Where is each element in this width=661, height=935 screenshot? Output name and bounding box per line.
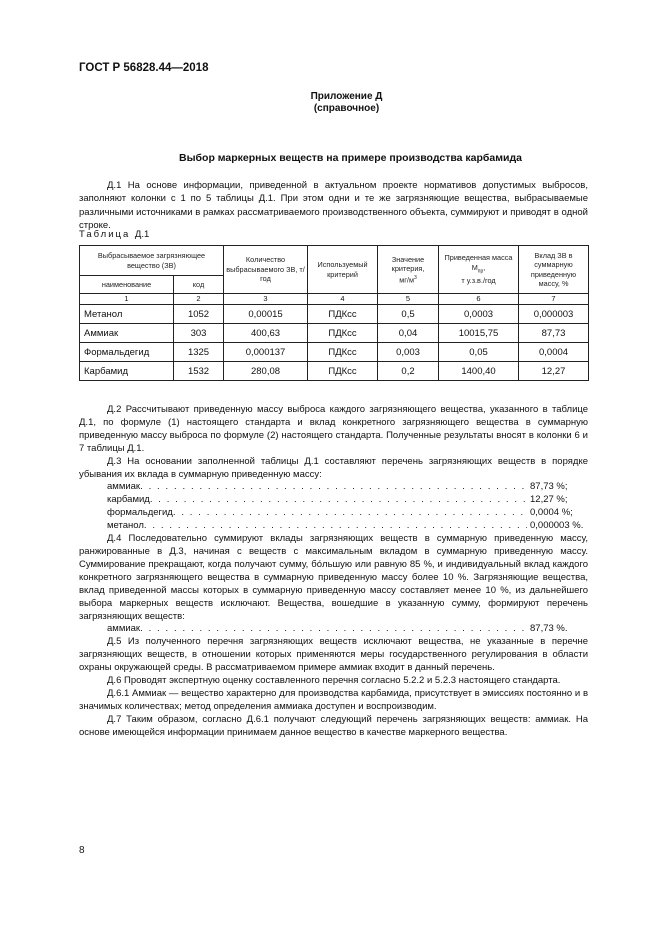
paragraph-d1: Д.1 На основе информации, приведенной в актуальном проекте нормативов допустимых выбросов, заполняют колонки с 1 по 5 таблицы Д.1. При этом одни и те же загрязняющие вещества, выбрасываемые различными источниками в рамках рассматриваемого производственного объекта, суммируют и приводят в одной строке.: [79, 180, 588, 231]
paragraph-d6: Д.6 Проводят экспертную оценку составленного перечня согласно 5.2.2 и 5.2.3 настоящего стандарта.: [107, 675, 561, 687]
table-row: Формальдегид 1325 0,000137 ПДКсс 0,003 0,05 0,0004: [80, 343, 589, 362]
table-row: Аммиак 303 400,63 ПДКсс 0,04 10015,75 87,73: [80, 324, 589, 343]
header-criterion-value: Значение критерия, $мг/м^3$: [378, 246, 439, 294]
table-row: Метанол 1052 0,00015 ПДКсс 0,5 0,0003 0,000003: [80, 305, 589, 324]
header-quantity: Количество выбрасываемого ЗВ, т/год: [224, 246, 308, 294]
header-code: код: [174, 276, 224, 294]
list-item: аммиак . . . 87,73 %.: [79, 623, 588, 636]
list-item: метанол . . . 0,000003 %.: [79, 520, 588, 533]
body-text: [79, 404, 588, 740]
table-caption-word: Таблица: [79, 229, 131, 240]
appendix-title: Приложение Д: [310, 91, 383, 102]
header-name: наименование: [80, 276, 174, 294]
appendix-subtitle: (справочное): [313, 103, 380, 114]
list-item: аммиак . . . 87,73 %;: [79, 481, 588, 494]
list-item: формальдегид . . . 0,0004 %;: [79, 507, 588, 520]
emissions-table: [79, 245, 589, 381]
header-substance: Выбрасываемое загрязняющее вещество (ЗВ): [80, 246, 224, 276]
column-numbers-row: 1 2 3 4 5 6 7: [80, 294, 589, 305]
standard-header: ГОСТ Р 56828.44—2018: [79, 62, 209, 74]
table-caption: [79, 229, 149, 240]
header-criterion: Используемый критерий: [308, 246, 378, 294]
section-title: Выбор маркерных веществ на примере производства карбамида: [179, 152, 522, 164]
paragraph-d5: Д.5 Из полученного перечня загрязняющих веществ исключают вещества, не указанные в перечне загрязняющих веществ, в отношении которых применяются меры государственного регулирования в области охраны окружающей среды. В рассматриваемом примере аммиак входит в данный перечень.: [79, 636, 588, 674]
paragraph-d3: Д.3 На основании заполненной таблицы Д.1 составляют перечень загрязняющих веществ в порядке убывания их вклада в суммарную приведенную массу:: [79, 455, 588, 480]
table-caption-number: Д.1: [134, 229, 150, 240]
paragraph-d4: Д.4 Последовательно суммируют вклады загрязняющих веществ в суммарную приведенную массу, ранжированные в Д.3, начиная с веществ с максимальным вкладом в суммарную приведенную массу. Суммирование прекращают, когда получают сумму, бо́льшую или равную 85 %, и индивидуальный вклад каждого конкретного загрязняющего вещества в суммарную приведенную массу более 10 %. Загрязняющие вещества, вклад приведенной массы которых в суммарную приведенную массу составляет менее 10 %, из дальнейшего выбора маркерных веществ исключают. Вещества, вошедшие в указанную сумму, формируют перечень загрязняющих веществ:: [79, 533, 588, 622]
paragraph-d7: Д.7 Таким образом, согласно Д.6.1 получают следующий перечень загрязняющих веществ: аммиак. На основе имеющейся информации принимаем данное вещество в качестве маркерного вещества.: [79, 713, 588, 738]
list-item: карбамид . . . 12,27 %;: [79, 494, 588, 507]
table-row: Карбамид 1532 280,08 ПДКсс 0,2 1400,40 12,27: [80, 362, 589, 381]
page-number: 8: [79, 845, 85, 856]
paragraph-d6-1: Д.6.1 Аммиак — вещество характерно для производства карбамида, присутствует в эмиссиях постоянно и в значимых количествах; метод определения аммиака доступен и воспроизводим.: [79, 687, 588, 712]
header-reduced-mass: Приведенная масса $М_{пр}$, т у.з.в./год: [439, 246, 519, 294]
paragraph-d2: Д.2 Рассчитывают приведенную массу выброса каждого загрязняющего вещества, указанного в таблице Д.1, по формуле (1) настоящего стандарта и вклад конкретного загрязняющего вещества в суммарную приведенную массу выброса по формуле (2) настоящего стандарта. Полученные результаты вносят в колонки 6 и 7 таблицы Д.1.: [79, 404, 588, 454]
appendix-heading: [0, 91, 661, 115]
header-share: Вклад ЗВ в суммарную приведенную массу, %: [519, 246, 589, 294]
